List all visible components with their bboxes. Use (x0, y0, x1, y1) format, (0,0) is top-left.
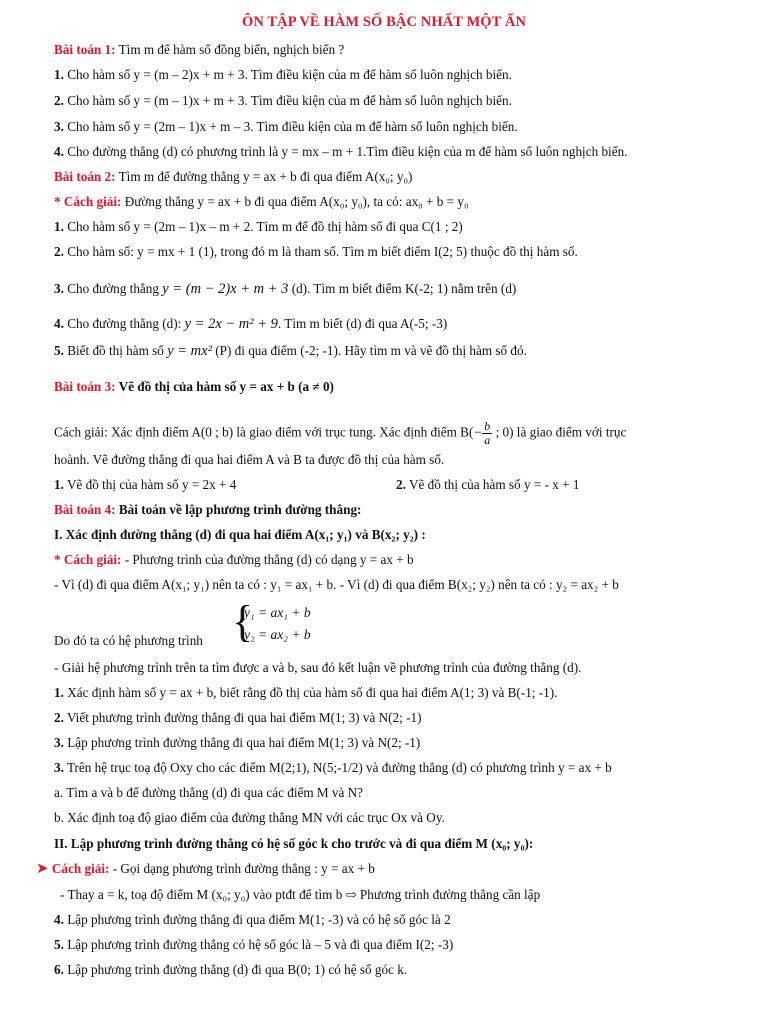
bt4-method-label: * Cách giải: (54, 552, 122, 567)
bt4-section-2-title: II. Lập phương trình đường thẳng có hệ số góc k cho trước và đi qua điểm M (x₀; y₀): (54, 836, 534, 851)
fraction-b-over-a: $\frac{b}{a}$ (484, 419, 491, 447)
bt4-item-6: 6. Lập phương trình đường thẳng (d) đi qua B(0; 1) có hệ số góc k. (54, 962, 408, 977)
system-eq-2: y₂ = ax₂ + b (244, 627, 311, 642)
bt4-sec2-method-label: Cách giải: (51, 861, 110, 876)
bt2-method (54, 193, 469, 211)
bt3-heading (54, 378, 334, 396)
bt4-sec2-line2: - Thay a = k, toạ độ điểm M (x₀; y₀) vào ptđt để tìm b ⇨ Phương trình đường thẳng cần lập (60, 887, 541, 902)
bt2-text: Tìm m để đường thẳng y = ax + b đi qua điểm A(x₀; y₀) (115, 169, 413, 184)
bt1-item-1: 1. Cho hàm số y = (m – 2)x + m + 3. Tìm điều kiện của m để hàm số luôn nghịch biến. (54, 67, 512, 82)
bt1-item-4: 4. Cho đường thẳng (d) có phương trình là y = mx – m + 1.Tìm điều kiện của m để hàm số luôn nghịch biến. (54, 144, 628, 159)
bt4-text: Bài toán về lập phương trình đường thẳng: (115, 502, 362, 517)
bt4-sec2-method-text: - Gọi dạng phương trình đường thẳng : y = ax + b (109, 861, 375, 876)
bt1-item-3: 3. Cho hàm số y = (2m – 1)x + m – 3. Tìm điều kiện của m để hàm số luôn nghịch biến. (54, 119, 518, 134)
bt4-method-line2: - Vì (d) đi qua điểm A(x₁; y₁) nên ta có : y₁ = ax₁ + b. - Vì (d) đi qua điểm B(x₂; y₂) nên ta có : y₂ = ax₂ + b (54, 577, 619, 592)
bt4-sub-a: a. Tìm a và b để đường thẳng (d) đi qua các điểm M và N? (54, 785, 364, 800)
bt2-method-text: Đường thẳng y = ax + b đi qua điểm A(x₀; y₀), ta có: ax₀ + b = y₀ (121, 194, 469, 209)
bt3-text: Vẽ đồ thị của hàm số y = ax + b (a ≠ 0) (115, 379, 334, 394)
left-brace: { (232, 597, 254, 646)
bt3-item-1: 1. Vẽ đồ thị của hàm số y = 2x + 4 (54, 477, 237, 492)
bt4-section-1-title: I. Xác định đường thẳng (d) đi qua hai điểm A(x₁; y₁) và B(x₂; y₂) : (54, 527, 426, 542)
bt4-solve-line: - Giải hệ phương trình trên ta tìm được a và b, sau đó kết luận về phương trình của đường thẳng (d). (54, 660, 582, 675)
bt4-item-1: 1. Xác định hàm số y = ax + b, biết rằng đồ thị của hàm số đi qua hai điểm A(1; 3) và B(-1; -1). (54, 685, 558, 700)
bt4-method-text: - Phương trình của đường thẳng (d) có dạng y = ax + b (121, 552, 414, 567)
bt3-method: Cách giải: Xác định điểm A(0 ; b) là giao điểm với trục tung. Xác định điểm B(− $\frac{b}{a}$ ; 0) là giao điểm với trục (54, 419, 627, 447)
bt1-text: Tìm m để hàm số đồng biến, nghịch biến ? (115, 42, 345, 57)
bt1-item-2: 2. Cho hàm số y = (m – 1)x + m + 3. Tìm điều kiện của m để hàm số luôn nghịch biến. (54, 93, 512, 108)
formula-line-d: y = (m − 2)x + m + 3 (162, 281, 289, 297)
bt2-item-3: 3. Cho đường thẳng y = (m − 2)x + m + 3 (d). Tìm m biết điểm K(-2; 1) nằm trên (d) (54, 281, 517, 297)
bt4-heading (54, 501, 361, 519)
bt4-item-2: 2. Viết phương trình đường thẳng đi qua hai điểm M(1; 3) và N(2; -1) (54, 710, 422, 725)
bt4-item-4: 4. Lập phương trình đường thẳng đi qua điểm M(1; -3) và có hệ số góc là 2 (54, 912, 451, 927)
bt1-label: Bài toán 1: (54, 42, 116, 57)
page-title: ÔN TẬP VỀ HÀM SỐ BẬC NHẤT MỘT ẨN (241, 14, 527, 30)
formula-parabola: y = mx² (167, 343, 212, 359)
bt1-heading (54, 41, 344, 59)
bt3-label: Bài toán 3: (54, 379, 116, 394)
bt4-sub-b: b. Xác định toạ độ giao điểm của đường thẳng MN với các trục Ox và Oy. (54, 810, 445, 825)
bt4-item-5: 5. Lập phương trình đường thẳng có hệ số góc là – 5 và đi qua điểm I(2; -3) (54, 937, 454, 952)
bt2-label: Bài toán 2: (54, 169, 116, 184)
bt4-method (54, 551, 414, 569)
system-eq-1: y₁ = ax₁ + b (244, 605, 311, 620)
bt4-sec2-method (36, 860, 375, 878)
bt2-item-2: 2. Cho hàm số: y = mx + 1 (1), trong đó m là tham số. Tìm m biết điểm I(2; 5) thuộc đồ thị hàm số. (54, 244, 578, 259)
bt4-system-intro: Do đó ta có hệ phương trình (54, 633, 203, 648)
bt2-heading (54, 168, 412, 186)
bt3-item-2: 2. Vẽ đồ thị của hàm số y = - x + 1 (396, 477, 580, 492)
bt4-item-3: 3. Lập phương trình đường thẳng đi qua hai điểm M(1; 3) và N(2; -1) (54, 735, 421, 750)
bt2-item-4: 4. Cho đường thẳng (d): y = 2x − m² + 9. Tìm m biết (d) đi qua A(-5; -3) (54, 316, 448, 332)
bt4-item-3b: 3. Trên hệ trục toạ độ Oxy cho các điểm M(2;1), N(5;-1/2) và đường thẳng (d) có phương trình y = ax + b (54, 760, 612, 775)
bt3-method-line2: hoành. Vẽ đường thẳng đi qua hai điểm A và B ta được đồ thị của hàm số. (54, 452, 445, 467)
bt2-method-label: * Cách giải: (54, 194, 122, 209)
bt2-item-5: 5. Biết đồ thị hàm số y = mx² (P) đi qua điểm (-2; -1). Hãy tìm m và vẽ đồ thị hàm số đó. (54, 343, 527, 359)
arrowhead-bullet-icon: ➤ (36, 861, 49, 877)
formula-line-d2: y = 2x − m² + 9 (184, 316, 278, 332)
bt4-label: Bài toán 4: (54, 502, 116, 517)
bt2-item-1: 1. Cho hàm số y = (2m – 1)x – m + 2. Tìm m để đồ thị hàm số đi qua C(1 ; 2) (54, 219, 463, 234)
